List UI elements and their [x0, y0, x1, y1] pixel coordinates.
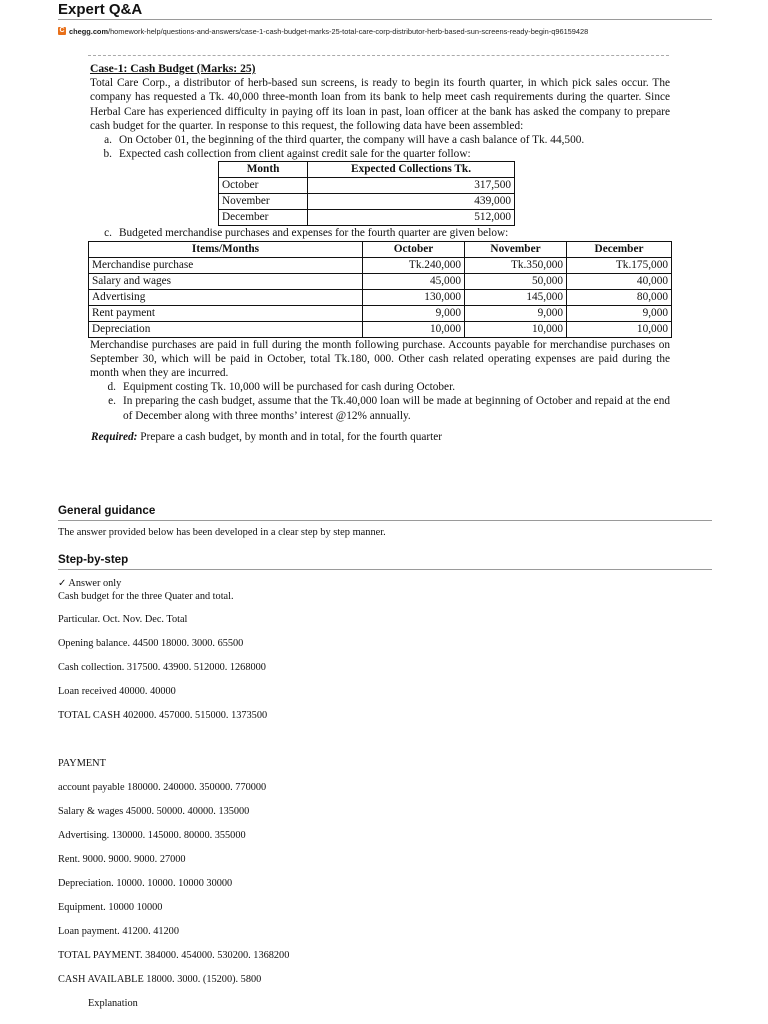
- table-cell: 80,000: [567, 289, 672, 305]
- table-row: [89, 305, 672, 321]
- expenses-table: [88, 241, 672, 338]
- answer-line: Loan payment. 41200. 41200: [58, 926, 179, 937]
- table-cell: Merchandise purchase: [89, 257, 363, 273]
- page-header: [58, 0, 712, 39]
- after-table-text: Merchandise purchases are paid in full during the month following purchase. Accounts payable for merchandise purchases on September 30, which will be paid in October, total Tk.180, 000. Other cash related operating expenses are paid during the month when they are incurred.: [90, 338, 670, 380]
- table-cell: 130,000: [363, 289, 465, 305]
- item-b-text: Expected cash collection from client against credit sale for the quarter follow:: [119, 148, 471, 161]
- answer-line: TOTAL PAYMENT. 384000. 454000. 530200. 1368200: [58, 950, 290, 961]
- general-guidance-heading: General guidance: [58, 504, 156, 517]
- app-title: Expert Q&A: [58, 1, 143, 18]
- question-content: [90, 62, 670, 444]
- table-row: [89, 321, 672, 337]
- chegg-favicon-icon: C: [59, 27, 65, 34]
- table-header-row: [89, 241, 672, 257]
- item-d-text: Equipment costing Tk. 10,000 will be purchased for cash during October.: [123, 381, 456, 394]
- item-c: [90, 226, 670, 240]
- item-b-marker: b.: [103, 148, 112, 161]
- question-title: Case-1: Cash Budget (Marks: 25): [90, 62, 256, 75]
- table-row: [219, 178, 515, 194]
- table-cell: 512,000: [308, 210, 515, 226]
- table-cell: 10,000: [465, 321, 567, 337]
- item-e-marker: e.: [108, 395, 116, 408]
- table-cell: Tk.240,000: [363, 257, 465, 273]
- table-header: October: [363, 241, 465, 257]
- table-cell: 45,000: [363, 273, 465, 289]
- section-divider: [58, 520, 712, 521]
- table-cell: November: [219, 194, 308, 210]
- item-a-text: On October 01, the beginning of the third quarter, the company will have a cash balance of Tk. 44,500.: [119, 134, 585, 147]
- question-intro: Total Care Corp., a distributor of herb-based sun screens, is ready to begin its fourth quarter, in which pick sales occur. The company has requested a Tk. 40,000 three-month loan from its bank to help meet cash requirements during the quarter. Since Herbal Care has experienced difficulty in paying off its loan in past, loan officer at the bank has asked the company to prepare cash budget for the quarter. In response to this request, the following data have been assembled:: [90, 77, 670, 132]
- answer-line: Equipment. 10000 10000: [58, 902, 163, 913]
- table-row: [89, 289, 672, 305]
- answer-subtitle: Cash budget for the three Quater and total.: [58, 591, 234, 602]
- check-icon: ✓: [58, 578, 67, 589]
- table-cell: October: [219, 178, 308, 194]
- table-row: [89, 257, 672, 273]
- answer-line: Particular. Oct. Nov. Dec. Total: [58, 614, 188, 625]
- required-label: Required:: [91, 430, 138, 443]
- answer-line: Loan received 40000. 40000: [58, 686, 176, 697]
- step-by-step-section: [58, 553, 712, 570]
- item-e: [90, 394, 670, 422]
- answer-line: PAYMENT: [58, 758, 106, 769]
- item-d: [90, 380, 670, 394]
- answer-line: Rent. 9000. 9000. 9000. 27000: [58, 854, 186, 865]
- table-header: Expected Collections Tk.: [308, 162, 515, 178]
- table-cell: 317,500: [308, 178, 515, 194]
- table-header-row: [219, 162, 515, 178]
- table-cell: Rent payment: [89, 305, 363, 321]
- step-by-step-heading: Step-by-step: [58, 553, 129, 566]
- header-divider: [58, 19, 712, 20]
- table-cell: 145,000: [465, 289, 567, 305]
- table-header: December: [567, 241, 672, 257]
- table-cell: Salary and wages: [89, 273, 363, 289]
- answer-line: account payable 180000. 240000. 350000. 770000: [58, 782, 267, 793]
- item-b: [90, 147, 670, 161]
- table-cell: 9,000: [567, 305, 672, 321]
- answer-only-label: Answer only: [68, 578, 122, 589]
- table-row: [219, 194, 515, 210]
- item-a: [90, 133, 670, 147]
- answer-block: [58, 577, 234, 603]
- answer-line: Advertising. 130000. 145000. 80000. 355000: [58, 830, 246, 841]
- item-d-marker: d.: [107, 381, 116, 394]
- answer-only-row[interactable]: [58, 577, 234, 590]
- table-header: Month: [219, 162, 308, 178]
- answer-line: Depreciation. 10000. 10000. 10000 30000: [58, 878, 233, 889]
- table-cell: 10,000: [567, 321, 672, 337]
- table-cell: Tk.350,000: [465, 257, 567, 273]
- answer-line: TOTAL CASH 402000. 457000. 515000. 1373500: [58, 710, 268, 721]
- answer-line: Salary & wages 45000. 50000. 40000. 135000: [58, 806, 250, 817]
- general-guidance-text: The answer provided below has been developed in a clear step by step manner.: [58, 527, 386, 538]
- explanation-label[interactable]: Explanation: [88, 998, 138, 1009]
- question-divider: [88, 55, 669, 56]
- general-guidance-section: [58, 504, 712, 521]
- table-row: [219, 210, 515, 226]
- item-c-text: Budgeted merchandise purchases and expenses for the fourth quarter are given below:: [119, 227, 509, 240]
- table-header: November: [465, 241, 567, 257]
- table-cell: 9,000: [465, 305, 567, 321]
- table-cell: Advertising: [89, 289, 363, 305]
- required-text: Prepare a cash budget, by month and in total, for the fourth quarter: [137, 430, 443, 443]
- table-cell: 40,000: [567, 273, 672, 289]
- table-cell: Depreciation: [89, 321, 363, 337]
- required-line: [90, 430, 670, 444]
- section-divider: [58, 569, 712, 570]
- table-cell: December: [219, 210, 308, 226]
- table-header: Items/Months: [89, 241, 363, 257]
- table-cell: 50,000: [465, 273, 567, 289]
- item-e-text: In preparing the cash budget, assume that the Tk.40,000 loan will be made at beginning of October and repaid at the end of December along with three months’ interest @12% annually.: [123, 395, 670, 422]
- answer-line: CASH AVAILABLE 18000. 3000. (15200). 5800: [58, 974, 262, 985]
- table-cell: 10,000: [363, 321, 465, 337]
- url-bar[interactable]: [58, 23, 712, 39]
- table-cell: Tk.175,000: [567, 257, 672, 273]
- table-cell: 439,000: [308, 194, 515, 210]
- answer-line: Cash collection. 317500. 43900. 512000. 1268000: [58, 662, 266, 673]
- url-domain[interactable]: chegg.com: [69, 26, 109, 36]
- table-row: [89, 273, 672, 289]
- url-path[interactable]: /homework-help/questions-and-answers/case-1-cash-budget-marks-25-total-care-corp-distributor-herb-based-sun-screens-ready-begin-q96159428: [108, 26, 589, 36]
- collections-table: [218, 161, 515, 226]
- item-a-marker: a.: [104, 134, 112, 147]
- table-cell: 9,000: [363, 305, 465, 321]
- answer-line: Opening balance. 44500 18000. 3000. 65500: [58, 638, 244, 649]
- item-c-marker: c.: [104, 227, 112, 240]
